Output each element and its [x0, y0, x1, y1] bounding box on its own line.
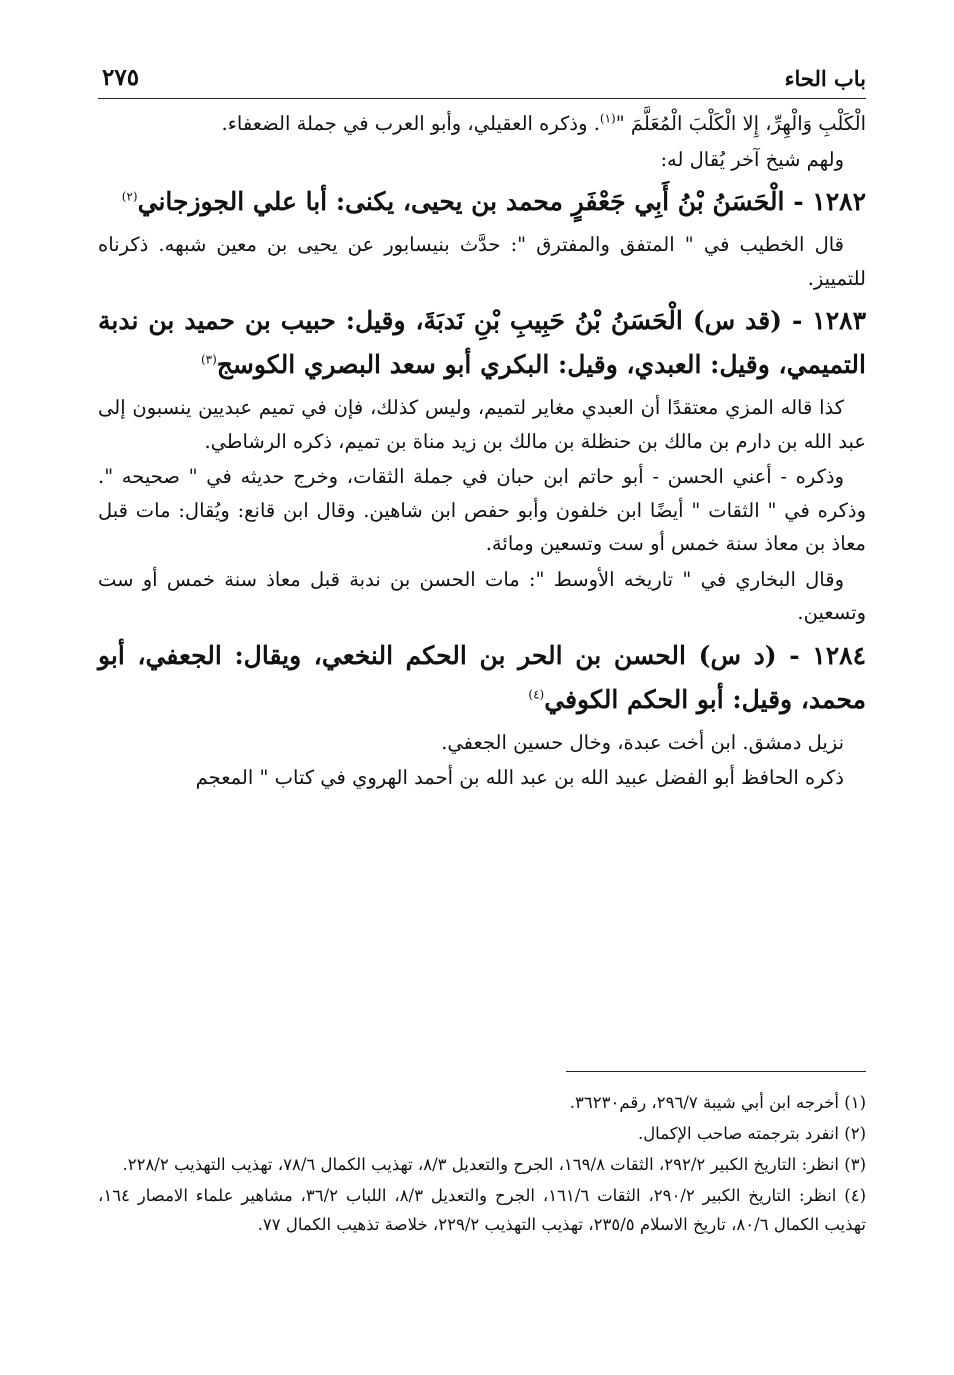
entry-heading-1284 — [98, 634, 866, 722]
page-number: ٢٧٥ — [102, 64, 140, 91]
hadith-quote: الْكَلْبِ وَالْهِرِّ، إِلا الْكَلْبَ الْمُعَلَّمَ " — [615, 112, 866, 135]
entry-title: ١٢٨٢ - الْحَسَنُ بْنُ أَبِي جَعْفَرٍ محمد بن يحيى، يكنى: أبا علي الجوزجاني — [137, 187, 866, 216]
paragraph: وقال البخاري في " تاريخه الأوسط ": مات الحسن بن ندبة قبل معاذ سنة خمس أو ست وتسعين. — [98, 567, 866, 624]
footnote-3: (٣) انظر: التاريخ الكبير ٢٩٢/٢، الثقات ١٦٩/٨، الجرح والتعديل ٨/٣، تهذيب الكمال ٧٨/٦، تهذيب التهذيب ٢٢٨/٢. — [122, 1155, 866, 1174]
paragraph-tail: . وذكره العقيلي، وأبو العرب في جملة الضعفاء. — [221, 112, 600, 135]
footnote-ref-3: (٣) — [200, 352, 217, 367]
footnote-1: (١) أخرجه ابن أبي شيبة ٢٩٦/٧، رقم٣٦٢٣٠. — [569, 1093, 866, 1112]
entry-heading-1282 — [98, 180, 866, 224]
paragraph-continuation — [98, 107, 866, 141]
footnote-ref-1: (١) — [599, 111, 616, 126]
running-header — [98, 58, 866, 99]
main-text — [98, 107, 866, 795]
footnote-ref-2: (٢) — [121, 189, 138, 204]
footnote-2: (٢) انفرد بترجمته صاحب الإكمال. — [637, 1124, 866, 1143]
paragraph: قال الخطيب في " المتفق والمفترق ": حدَّث بنيسابور عن يحيى بن معين شبهه. ذكرناه للتمييز. — [98, 233, 866, 290]
book-page — [98, 58, 866, 1348]
paragraph: نزيل دمشق. ابن أخت عبدة، وخال حسين الجعفي. — [441, 730, 844, 754]
paragraph: ذكره الحافظ أبو الفضل عبيد الله بن عبد الله بن أحمد الهروي في كتاب " المعجم — [195, 766, 844, 789]
paragraph: كذا قاله المزي معتقدًا أن العبدي مغاير لتميم، وليس كذلك، فإن في تميم عبديين ينسبون إلى عبد الله بن دارم بن مالك بن حنظلة بن مالك بن زيد مناة بن تميم، ذكره الرشاطي. — [98, 396, 866, 453]
entry-title: ١٢٨٣ - (قد س) الْحَسَنُ بْنُ حَبِيبِ بْنِ نَدبَةَ، وقيل: حبيب بن حميد بن ندبة التميمي، وقيل: العبدي، وقيل: البكري أبو سعد البصري الكوسج — [98, 306, 866, 379]
footnote-ref-4: (٤) — [528, 687, 545, 702]
footnote-4: (٤) انظر: التاريخ الكبير ٢٩٠/٢، الثقات ١٦١/٦، الجرح والتعديل ٨/٣، اللباب ٣٦/٢، مشاهير علماء الامصار ١٦٤، تهذيب الكمال ٨٠/٦، تاريخ الاسلام ٢٣٥/٥، تهذيب التهذيب ٢٢٩/٢، خلاصة تذهيب الكمال ٧٧. — [98, 1186, 866, 1234]
entry-title: ١٢٨٤ - (د س) الحسن بن الحر بن الحكم النخعي، ويقال: الجعفي، أبو محمد، وقيل: أبو الحكم الكوفي — [98, 640, 866, 714]
chapter-title: باب الحاء — [784, 66, 866, 91]
paragraph: وذكره - أعني الحسن - أبو حاتم ابن حبان في جملة الثقات، وخرج حديثه في " صحيحه ". وذكره في " الثقات " أيضًا ابن خلفون وأبو حفص ابن شاهين. وقال ابن قانع: ويُقال: مات قبل معاذ بن معاذ سنة خمس أو ست وتسعين ومائة. — [98, 465, 866, 555]
paragraph: ولهم شيخ آخر يُقال له: — [660, 147, 844, 171]
footnote-separator — [566, 1071, 866, 1072]
footnotes — [98, 1088, 866, 1241]
entry-heading-1283 — [98, 299, 866, 387]
